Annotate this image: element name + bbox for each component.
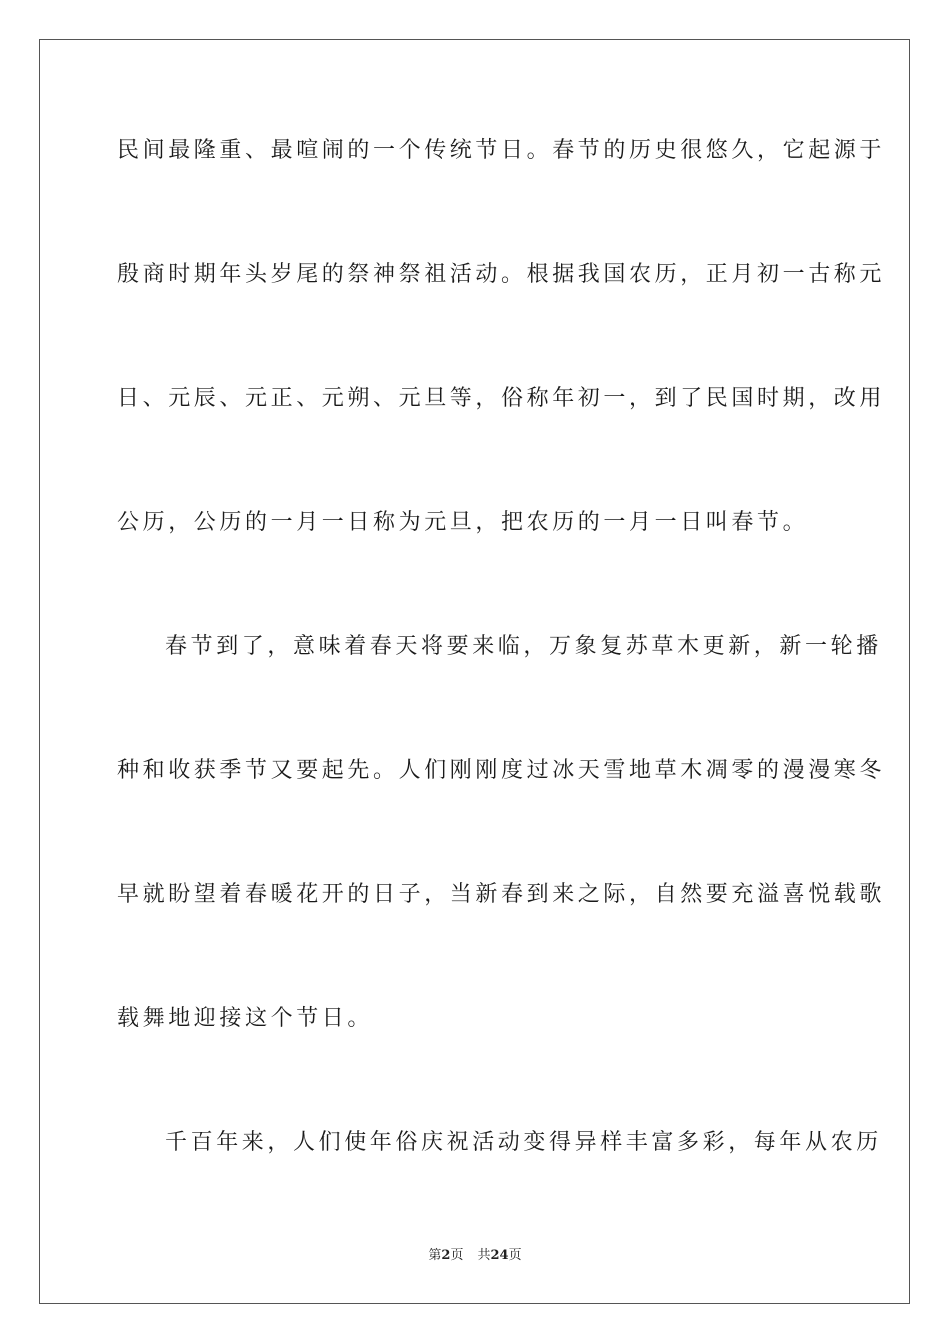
page-border [39, 39, 910, 1304]
text-line: 殷商时期年头岁尾的祭神祭祖活动。根据我国农历，正月初一古称元 [117, 262, 886, 287]
text-line: 早就盼望着春暖花开的日子，当新春到来之际，自然要充溢喜悦载歌 [117, 882, 886, 907]
text-line: 日、元辰、元正、元朔、元旦等，俗称年初一，到了民国时期，改用 [117, 386, 886, 411]
total-suffix: 页 [508, 1248, 522, 1263]
text-line: 种和收获季节又要起先。人们刚刚度过冰天雪地草木凋零的漫漫寒冬 [117, 758, 886, 783]
text-line: 载舞地迎接这个节日。 [117, 1006, 374, 1031]
text-line: 公历，公历的一月一日称为元旦，把农历的一月一日叫春节。 [117, 510, 809, 535]
page-footer [0, 1247, 950, 1265]
text-line-paragraph-start: 千百年来，人们使年俗庆祝活动变得异样丰富多彩，每年从农历 [165, 1130, 882, 1155]
total-pages: 24 [490, 1248, 509, 1263]
text-line-paragraph-start: 春节到了，意味着春天将要来临，万象复苏草木更新，新一轮播 [165, 634, 882, 659]
total-prefix: 共 [477, 1248, 491, 1263]
page-suffix: 页 [450, 1248, 464, 1263]
text-line: 民间最隆重、最喧闹的一个传统节日。春节的历史很悠久，它起源于 [117, 138, 886, 163]
page-number: 2 [441, 1248, 451, 1263]
page-prefix: 第 [428, 1248, 442, 1263]
